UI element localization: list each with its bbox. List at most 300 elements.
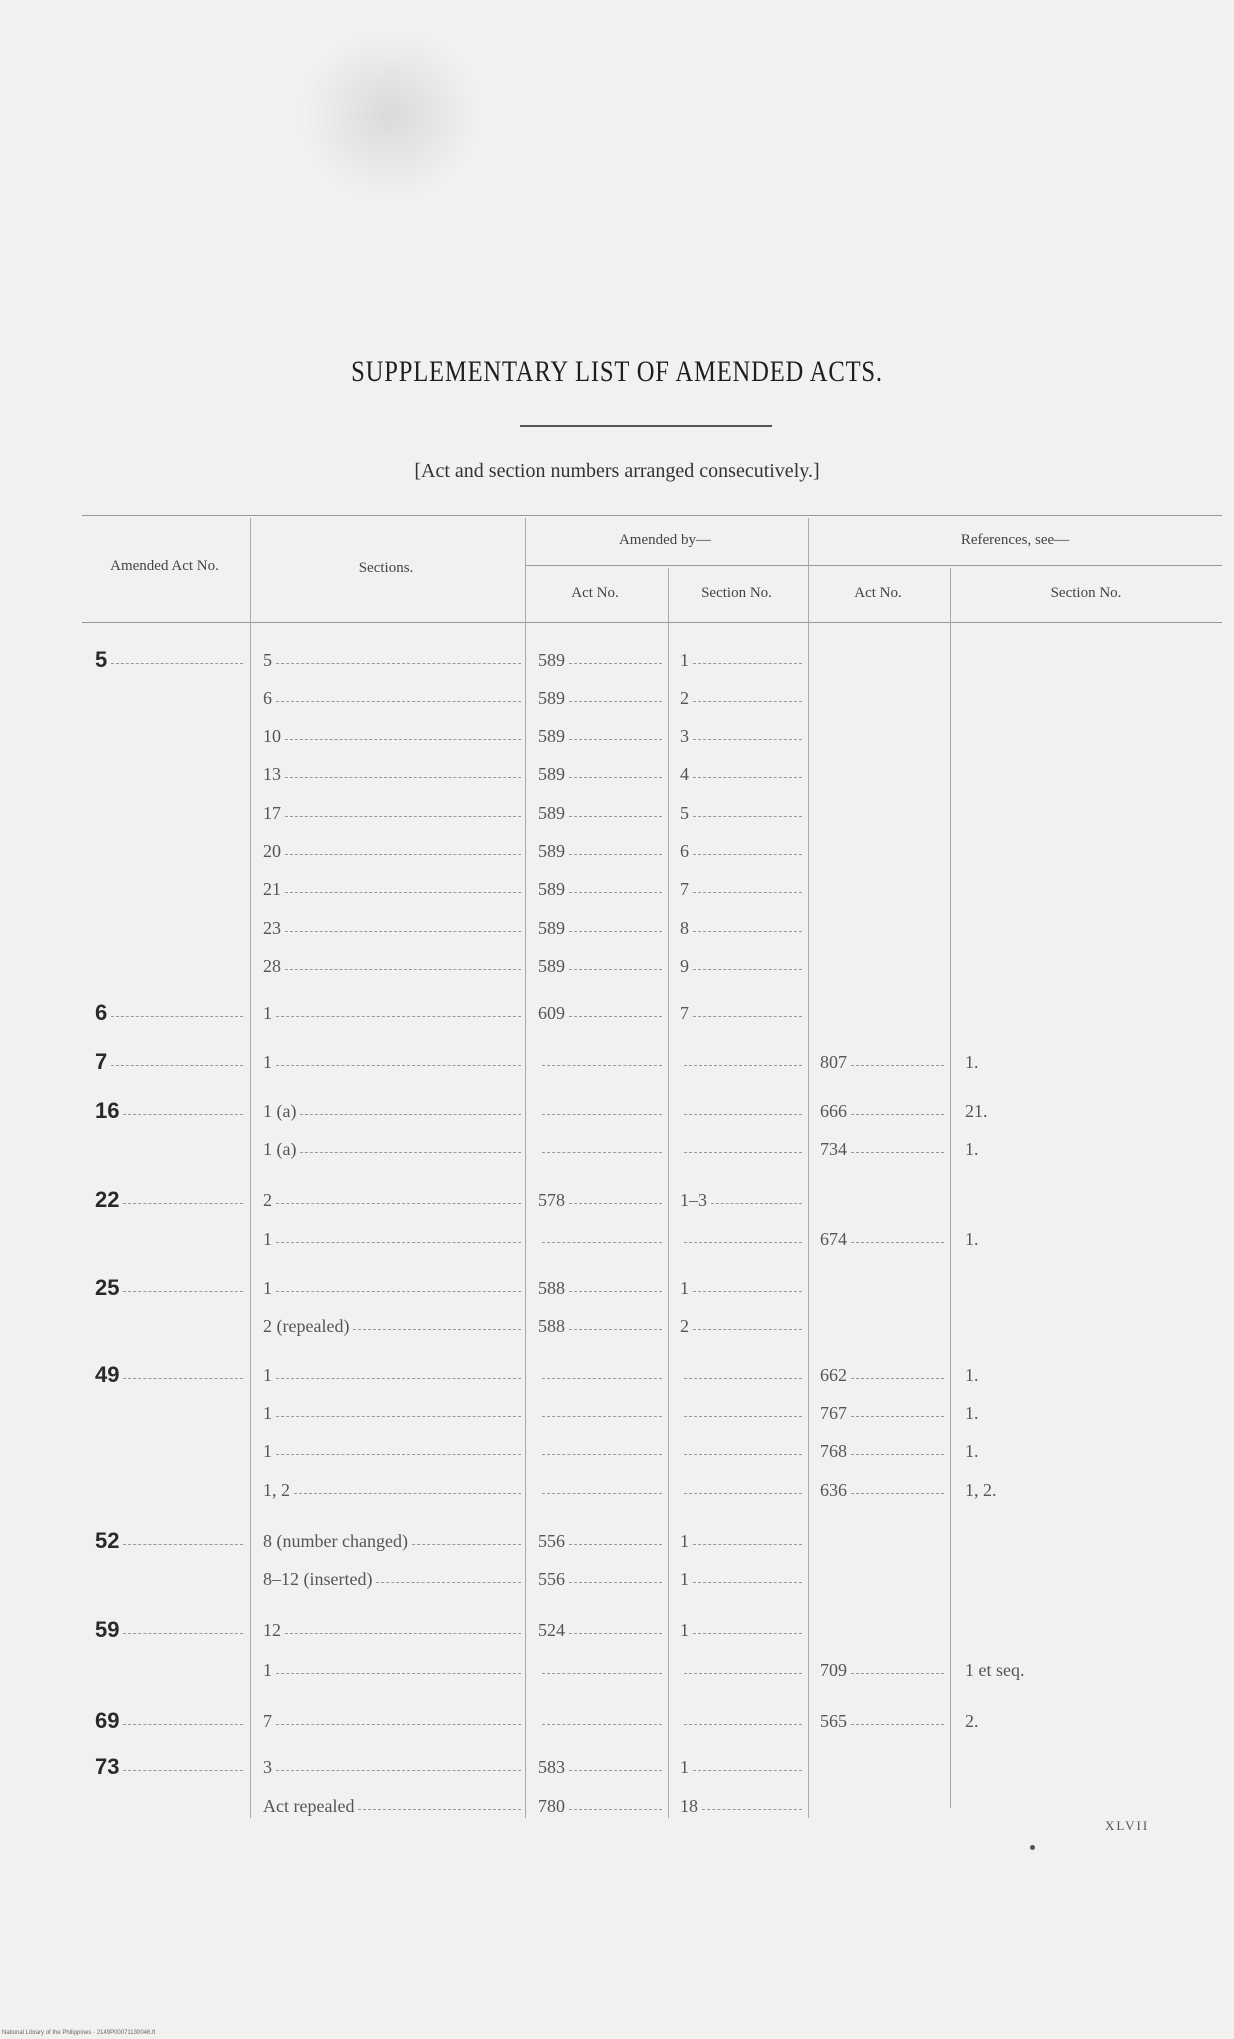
- cell-text: 1 (a): [263, 1101, 297, 1121]
- table-cell-ref-sec: 1.: [965, 1139, 979, 1159]
- table-cell-ref-act: [820, 1224, 948, 1254]
- dot-leader: [851, 1114, 944, 1115]
- table-cell-section: [263, 645, 525, 675]
- dot-leader: [123, 1114, 243, 1115]
- table-cell-ref-sec: 21.: [965, 1101, 988, 1121]
- cell-text: 807: [820, 1052, 847, 1072]
- dot-leader: [111, 1065, 243, 1066]
- cell-text: 6: [263, 688, 272, 708]
- cell-text: 609: [538, 1003, 565, 1023]
- dot-leader: [693, 777, 802, 778]
- dot-leader: [542, 1065, 662, 1066]
- table-cell-by-act: [538, 1096, 666, 1126]
- dot-leader: [285, 816, 521, 817]
- dot-leader: [111, 663, 243, 664]
- page-number: XLVII: [1105, 1818, 1150, 1833]
- table-cell-by-sec: [680, 836, 806, 866]
- cell-text: 13: [263, 764, 281, 784]
- table-cell-ref-sec: 1.: [965, 1229, 979, 1249]
- table-cell-section: [263, 951, 525, 981]
- dot-leader: [276, 1016, 521, 1017]
- table-cell-by-act: [538, 1791, 666, 1821]
- dot-leader: [276, 701, 521, 702]
- header-amended-by-section-no: Section No.: [701, 585, 772, 601]
- cell-text: 16: [95, 1098, 120, 1123]
- table-cell-by-sec: [680, 1311, 806, 1341]
- cell-text: 524: [538, 1620, 565, 1640]
- header-sections: Sections.: [358, 560, 414, 576]
- dot-leader: [285, 777, 521, 778]
- dot-leader: [851, 1242, 944, 1243]
- table-cell-section: [263, 1096, 525, 1126]
- dot-leader: [276, 1724, 521, 1725]
- dot-leader: [542, 1673, 662, 1674]
- cell-text: 7: [680, 1003, 689, 1023]
- dot-leader: [851, 1493, 944, 1494]
- cell-text: 5: [680, 803, 689, 823]
- dot-leader: [569, 1544, 662, 1545]
- table-cell-by-act: [538, 1475, 666, 1505]
- dot-leader: [123, 1291, 243, 1292]
- table-cell-act: [95, 1706, 247, 1736]
- cell-text: 59: [95, 1617, 120, 1642]
- cell-text: 780: [538, 1796, 565, 1816]
- cell-text: 636: [820, 1480, 847, 1500]
- dot-leader: [542, 1454, 662, 1455]
- dot-leader: [569, 854, 662, 855]
- cell-text: 17: [263, 803, 281, 823]
- dot-leader: [693, 1329, 802, 1330]
- table-cell-by-sec: [680, 1526, 806, 1556]
- cell-text: 556: [538, 1569, 565, 1589]
- dot-leader: [851, 1378, 944, 1379]
- cell-text: 1: [680, 1531, 689, 1551]
- table-cell-ref-act: [820, 1436, 948, 1466]
- table-cell-by-act: [538, 683, 666, 713]
- cell-text: 2: [680, 1316, 689, 1336]
- dot-leader: [693, 931, 802, 932]
- dot-leader: [693, 816, 802, 817]
- cell-text: 666: [820, 1101, 847, 1121]
- cell-text: 1 (a): [263, 1139, 297, 1159]
- dot-leader: [693, 854, 802, 855]
- column-rule: [525, 518, 526, 1818]
- cell-text: 662: [820, 1365, 847, 1385]
- cell-text: 1: [680, 1620, 689, 1640]
- table-cell-by-act: [538, 998, 666, 1028]
- cell-text: 589: [538, 956, 565, 976]
- cell-text: 4: [680, 764, 689, 784]
- table-cell-ref-act: [820, 1475, 948, 1505]
- table-cell-by-sec: [680, 759, 806, 789]
- dot-leader: [569, 1291, 662, 1292]
- dot-leader: [542, 1114, 662, 1115]
- table-cell-section: [263, 1224, 525, 1254]
- table-cell-act: [95, 1185, 247, 1215]
- table-cell-section: [263, 683, 525, 713]
- dot-leader: [693, 1291, 802, 1292]
- cell-text: 7: [680, 879, 689, 899]
- table-cell-by-sec: [680, 998, 806, 1028]
- table-cell-by-sec: [680, 1791, 806, 1821]
- dot-leader: [569, 777, 662, 778]
- cell-text: 2 (repealed): [263, 1316, 350, 1336]
- cell-text: 1: [680, 1278, 689, 1298]
- dot-leader: [851, 1454, 944, 1455]
- dot-leader: [569, 816, 662, 817]
- cell-text: 578: [538, 1190, 565, 1210]
- cell-text: 3: [263, 1757, 272, 1777]
- dot-leader: [711, 1203, 802, 1204]
- cell-text: 28: [263, 956, 281, 976]
- cell-text: 588: [538, 1316, 565, 1336]
- dot-leader: [358, 1809, 521, 1810]
- cell-text: 1: [263, 1278, 272, 1298]
- dot-leader: [285, 892, 521, 893]
- dot-leader: [276, 1291, 521, 1292]
- dot-leader: [276, 1770, 521, 1771]
- table-cell-section: [263, 1398, 525, 1428]
- dot-leader: [412, 1544, 521, 1545]
- table-cell-by-sec: [680, 1273, 806, 1303]
- dot-leader: [276, 1242, 521, 1243]
- dot-leader: [569, 1329, 662, 1330]
- cell-text: 25: [95, 1275, 120, 1300]
- cell-text: 1, 2: [263, 1480, 290, 1500]
- dot-leader: [276, 1065, 521, 1066]
- cell-text: 7: [95, 1049, 108, 1074]
- table-cell-section: [263, 1134, 525, 1164]
- cell-text: 52: [95, 1528, 120, 1553]
- cell-text: 589: [538, 841, 565, 861]
- cell-text: 5: [95, 647, 108, 672]
- dot-leader: [294, 1493, 521, 1494]
- dot-leader: [285, 739, 521, 740]
- dot-leader: [693, 663, 802, 664]
- table-cell-section: [263, 913, 525, 943]
- table-cell-section: [263, 1273, 525, 1303]
- dot-leader: [123, 1770, 243, 1771]
- cell-text: 1: [680, 650, 689, 670]
- table-cell-by-sec: [680, 1564, 806, 1594]
- table-cell-act: [95, 998, 247, 1028]
- dot-leader: [702, 1809, 802, 1810]
- table-cell-act: [95, 1047, 247, 1077]
- dot-leader: [276, 1378, 521, 1379]
- page-title: SUPPLEMENTARY LIST OF AMENDED ACTS.: [351, 355, 883, 388]
- dot-leader: [300, 1152, 521, 1153]
- table-cell-section: [263, 1185, 525, 1215]
- dot-leader: [111, 1016, 243, 1017]
- table-cell-ref-act: [820, 1398, 948, 1428]
- table-cell-by-act: [538, 836, 666, 866]
- table-cell-by-act: [538, 1615, 666, 1645]
- dot-leader: [569, 701, 662, 702]
- dot-leader: [693, 969, 802, 970]
- cell-text: 768: [820, 1441, 847, 1461]
- dot-leader: [684, 1065, 802, 1066]
- table-cell-by-sec: [680, 645, 806, 675]
- table-cell-ref-act: [820, 1096, 948, 1126]
- dot-leader: [684, 1493, 802, 1494]
- table-cell-by-sec: [680, 798, 806, 828]
- dot-leader: [542, 1724, 662, 1725]
- cell-text: 556: [538, 1531, 565, 1551]
- cell-text: 1–3: [680, 1190, 707, 1210]
- cell-text: 6: [680, 841, 689, 861]
- table-cell-by-sec: [680, 1475, 806, 1505]
- cell-text: 589: [538, 726, 565, 746]
- table-cell-ref-act: [820, 1134, 948, 1164]
- dot-leader: [684, 1724, 802, 1725]
- cell-text: 6: [95, 1000, 108, 1025]
- table-cell-by-act: [538, 1526, 666, 1556]
- cell-text: 589: [538, 803, 565, 823]
- table-cell-by-act: [538, 1706, 666, 1736]
- dot-leader: [276, 1454, 521, 1455]
- dot-leader: [851, 1065, 944, 1066]
- cell-text: 583: [538, 1757, 565, 1777]
- dot-leader: [542, 1493, 662, 1494]
- table-cell-by-act: [538, 1655, 666, 1685]
- table-cell-ref-act: [820, 1360, 948, 1390]
- dot-leader: [693, 1016, 802, 1017]
- header-amended-act-no: Amended Act No.: [110, 558, 219, 574]
- cell-text: 674: [820, 1229, 847, 1249]
- dot-leader: [123, 1633, 243, 1634]
- table-cell-by-sec: [680, 951, 806, 981]
- cell-text: 767: [820, 1403, 847, 1423]
- cell-text: 69: [95, 1708, 120, 1733]
- paper-stain: [300, 30, 480, 200]
- dot-leader: [569, 892, 662, 893]
- dot-leader: [684, 1673, 802, 1674]
- dot-leader: [569, 931, 662, 932]
- dot-leader: [684, 1152, 802, 1153]
- cell-text: 1: [680, 1757, 689, 1777]
- cell-text: 589: [538, 650, 565, 670]
- table-cell-act: [95, 1615, 247, 1645]
- cell-text: 709: [820, 1660, 847, 1680]
- dot-leader: [285, 1633, 521, 1634]
- dot-leader: [542, 1416, 662, 1417]
- dot-leader: [684, 1416, 802, 1417]
- table-cell-ref-sec: 1.: [965, 1365, 979, 1385]
- cell-text: 589: [538, 688, 565, 708]
- cell-text: 565: [820, 1711, 847, 1731]
- table-cell-by-act: [538, 721, 666, 751]
- table-cell-by-act: [538, 1311, 666, 1341]
- table-cell-section: [263, 1475, 525, 1505]
- cell-text: 5: [263, 650, 272, 670]
- table-cell-section: [263, 1047, 525, 1077]
- cell-text: 22: [95, 1187, 120, 1212]
- cell-text: 1: [680, 1569, 689, 1589]
- dot-leader: [684, 1242, 802, 1243]
- cell-text: 10: [263, 726, 281, 746]
- cell-text: 2: [680, 688, 689, 708]
- table-cell-by-sec: [680, 913, 806, 943]
- table-cell-by-act: [538, 951, 666, 981]
- table-cell-section: [263, 1706, 525, 1736]
- table-cell-by-act: [538, 645, 666, 675]
- title-rule: [520, 425, 772, 427]
- dot-leader: [569, 1203, 662, 1204]
- table-cell-by-sec: [680, 1615, 806, 1645]
- dot-leader: [276, 663, 521, 664]
- table-cell-section: [263, 1752, 525, 1782]
- cell-text: 21: [263, 879, 281, 899]
- table-cell-section: [263, 1615, 525, 1645]
- table-cell-act: [95, 1096, 247, 1126]
- cell-text: 1: [263, 1052, 272, 1072]
- dot-leader: [684, 1378, 802, 1379]
- cell-text: 12: [263, 1620, 281, 1640]
- table-cell-section: [263, 1311, 525, 1341]
- table-cell-section: [263, 759, 525, 789]
- cell-text: 588: [538, 1278, 565, 1298]
- cell-text: 734: [820, 1139, 847, 1159]
- dot-leader: [542, 1152, 662, 1153]
- table-cell-by-sec: [680, 1096, 806, 1126]
- dot-leader: [851, 1673, 944, 1674]
- table-cell-section: [263, 1526, 525, 1556]
- table-cell-section: [263, 721, 525, 751]
- table-cell-by-sec: [680, 1398, 806, 1428]
- table-cell-by-act: [538, 798, 666, 828]
- cell-text: 23: [263, 918, 281, 938]
- table-cell-section: [263, 874, 525, 904]
- cell-text: 1: [263, 1660, 272, 1680]
- table-cell-by-act: [538, 1047, 666, 1077]
- dot-leader: [123, 1378, 243, 1379]
- table-cell-by-act: [538, 1185, 666, 1215]
- dot-leader: [276, 1673, 521, 1674]
- table-cell-section: [263, 798, 525, 828]
- dot-leader: [353, 1329, 521, 1330]
- dot-leader: [684, 1454, 802, 1455]
- header-amended-by-act-no: Act No.: [571, 585, 619, 601]
- table-cell-section: [263, 836, 525, 866]
- table-cell-by-sec: [680, 721, 806, 751]
- page-subtitle: [Act and section numbers arranged consecutively.]: [414, 460, 820, 482]
- table-cell-ref-act: [820, 1706, 948, 1736]
- table-cell-section: [263, 1655, 525, 1685]
- table-cell-ref-sec: 1, 2.: [965, 1480, 997, 1500]
- table-cell-by-sec: [680, 1706, 806, 1736]
- cell-text: 589: [538, 764, 565, 784]
- dot-leader: [376, 1582, 521, 1583]
- table-cell-by-act: [538, 1360, 666, 1390]
- table-cell-ref-act: [820, 1655, 948, 1685]
- cell-text: 49: [95, 1362, 120, 1387]
- cell-text: 8: [680, 918, 689, 938]
- cell-text: 1: [263, 1365, 272, 1385]
- cell-text: 1: [263, 1229, 272, 1249]
- table-cell-act: [95, 1526, 247, 1556]
- group-header-rule: [525, 565, 1222, 566]
- table-cell-ref-sec: 1.: [965, 1052, 979, 1072]
- table-cell-ref-sec: 1.: [965, 1441, 979, 1461]
- cell-text: 2: [263, 1190, 272, 1210]
- table-cell-ref-sec: 1 et seq.: [965, 1660, 1025, 1680]
- table-cell-by-act: [538, 1436, 666, 1466]
- table-cell-by-sec: [680, 683, 806, 713]
- table-cell-act: [95, 1360, 247, 1390]
- cell-text: 589: [538, 918, 565, 938]
- column-rule: [668, 568, 669, 1818]
- dot-leader: [569, 1633, 662, 1634]
- column-rule: [250, 518, 251, 1818]
- dot-leader: [851, 1152, 944, 1153]
- table-cell-by-sec: [680, 1134, 806, 1164]
- cell-text: 7: [263, 1711, 272, 1731]
- table-cell-section: [263, 1791, 525, 1821]
- header-references-section-no: Section No.: [1050, 585, 1122, 601]
- dot-leader: [285, 969, 521, 970]
- header-references: References, see—: [960, 532, 1070, 548]
- table-cell-by-act: [538, 874, 666, 904]
- header-references-act-no: Act No.: [854, 585, 902, 601]
- dot-leader: [569, 739, 662, 740]
- table-cell-by-act: [538, 1134, 666, 1164]
- cell-text: 73: [95, 1754, 120, 1779]
- dot-leader: [693, 739, 802, 740]
- dot-leader: [123, 1203, 243, 1204]
- dot-leader: [123, 1724, 243, 1725]
- dot-leader: [285, 931, 521, 932]
- table-top-rule: [82, 515, 1222, 516]
- cell-text: 3: [680, 726, 689, 746]
- table-cell-by-sec: [680, 1655, 806, 1685]
- column-rule: [950, 568, 951, 1808]
- cell-text: 589: [538, 879, 565, 899]
- table-cell-by-act: [538, 913, 666, 943]
- cell-text: 1: [263, 1003, 272, 1023]
- dot-leader: [569, 1770, 662, 1771]
- table-cell-act: [95, 645, 247, 675]
- table-cell-by-sec: [680, 1224, 806, 1254]
- dot-leader: [851, 1416, 944, 1417]
- table-cell-by-sec: [680, 1436, 806, 1466]
- table-cell-by-sec: [680, 1047, 806, 1077]
- table-cell-act: [95, 1752, 247, 1782]
- table-cell-by-act: [538, 1273, 666, 1303]
- dot-leader: [693, 701, 802, 702]
- table-cell-section: [263, 1564, 525, 1594]
- table-cell-by-act: [538, 1564, 666, 1594]
- cell-text: 8 (number changed): [263, 1531, 408, 1551]
- table-cell-section: [263, 1360, 525, 1390]
- column-rule: [808, 518, 809, 1818]
- table-cell-act: [95, 1273, 247, 1303]
- table-cell-by-act: [538, 1224, 666, 1254]
- dot-leader: [276, 1203, 521, 1204]
- cell-text: 1: [263, 1441, 272, 1461]
- dot-leader: [684, 1114, 802, 1115]
- dot-leader: [285, 854, 521, 855]
- table-cell-by-sec: [680, 1185, 806, 1215]
- table-cell-by-act: [538, 1752, 666, 1782]
- table-cell-by-act: [538, 1398, 666, 1428]
- dot-leader: [542, 1378, 662, 1379]
- table-cell-by-sec: [680, 1752, 806, 1782]
- table-cell-ref-sec: 1.: [965, 1403, 979, 1423]
- dot-leader: [569, 969, 662, 970]
- dot-leader: [276, 1416, 521, 1417]
- dot-leader: [693, 1582, 802, 1583]
- dot-leader: [569, 1016, 662, 1017]
